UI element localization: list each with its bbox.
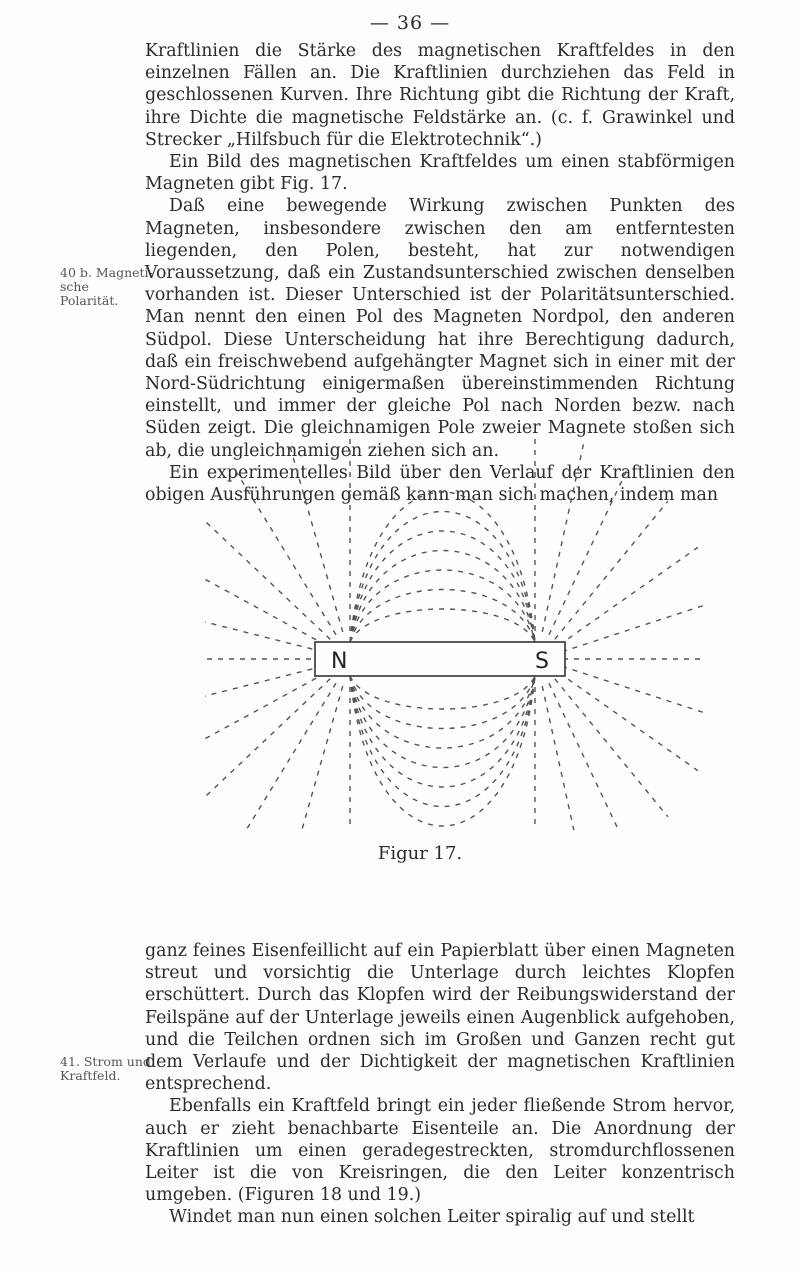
- paragraph: Kraftlinien die Stärke des magnetischen Kraftfeldes in den einzelnen Fällen an. Die Kraftlinien durchziehen das Feld in geschlossenen Kurven. Ihre Richtung gibt die Richtung der Kraft, ihre Dichte die magnetische Feldstärke an. (c. f. Grawinkel und Strecker „Hilfsbuch für die Elektrotechnik“.): [145, 41, 735, 150]
- bar-magnet: [315, 642, 565, 676]
- field-line: [350, 676, 535, 787]
- paragraph: ganz feines Eisenfeillicht auf ein Papierblatt über einen Magneten streut und vorsichtig die Unterlage durch leichtes Klopfen erschüttert. Durch das Klopfen wird der Reibungswiderstand der Feilspäne auf der Unterlage jeweils einen Augenblick aufgehoben, und die Teilchen ordnen sich im Großen und Ganzen recht gut dem Verlaufe und der Dichtigkeit der magnetischen Kraftlinien entsprechend.: [145, 941, 735, 1095]
- north-pole-label: N: [331, 649, 348, 674]
- margin-note-line: 40 b. Magneti-: [60, 265, 153, 280]
- field-line: [350, 531, 535, 642]
- text-block-bottom: [145, 940, 735, 1229]
- field-line: [350, 609, 535, 642]
- field-line: [350, 676, 535, 729]
- field-line: [350, 676, 535, 768]
- south-pole-label: S: [535, 649, 549, 674]
- field-line: [555, 501, 668, 639]
- margin-note-line: 41. Strom und: [60, 1054, 151, 1069]
- field-line: [562, 666, 705, 717]
- field-line: [555, 679, 668, 817]
- field-line: [549, 466, 629, 635]
- field-line: [562, 601, 705, 652]
- margin-note-line: sche: [60, 279, 89, 294]
- field-line: [350, 590, 535, 643]
- margin-note-line: Polarität.: [60, 293, 119, 308]
- paragraph: Windet man nun einen solchen Leiter spiralig auf und stellt: [169, 1207, 695, 1228]
- page-number: — 36 —: [369, 12, 451, 34]
- figure-magnetic-field: [205, 420, 705, 830]
- field-line: [205, 601, 323, 652]
- field-lines: [205, 436, 705, 830]
- paragraph: Ebenfalls ein Kraftfeld bringt ein jeder fließende Strom hervor, auch er zieht benachbarte Eisenteile an. Die Anordnung der Kraftlinien um einen geradegestreckten, stromdurchflossenen Leiter ist die von Kreisringen, die den Leiter konzentrisch umgeben. (Figuren 18 und 19.): [145, 1096, 735, 1206]
- field-line: [289, 443, 343, 632]
- margin-note-line: Kraftfeld.: [60, 1068, 121, 1083]
- paragraph: Daß eine bewegende Wirkung zwischen Punkten des Magneten, insbesondere zwischen den am entferntesten liegenden, den Polen, besteht, hat zur notwendigen Voraussetzung, daß ein Zustandsunterschied zwischen denselben vorhanden ist. Dieser Unterschied ist der Polaritätsunterschied. Man nennt den einen Pol des Magneten Nordpol, den anderen Südpol. Diese Unterscheidung hat ihre Berechtigung dadurch, daß ein freischwebend aufgehängter Magnet sich in einer mit der Nord-Südrichtung einigermaßen übereinstimmenden Richtung einstellt, und immer der gleiche Pol nach Norden bezw. nach Süden zeigt. Die gleichnamigen Pole zweier Magnete stoßen sich ab, die ungleichnamigen ziehen sich an.: [145, 196, 735, 461]
- paragraph: Ein experimentelles Bild über den Verlauf der Kraftlinien den obigen Ausführungen gemäß kann man sich machen, indem man: [145, 462, 735, 506]
- paragraph: Ein Bild des magnetischen Kraftfeldes um einen stabförmigen Magneten gibt Fig. 17.: [145, 152, 735, 195]
- figure-caption: Figur 17.: [377, 843, 463, 864]
- field-line: [350, 676, 535, 709]
- field-line: [350, 551, 535, 643]
- field-line: [289, 686, 343, 830]
- magnet-body: [315, 642, 565, 676]
- field-line: [205, 673, 326, 771]
- field-line: [542, 686, 583, 830]
- field-line: [205, 666, 323, 717]
- field-lines-diagram: [205, 420, 705, 830]
- field-line: [205, 547, 326, 645]
- field-line: [233, 466, 337, 635]
- field-line: [549, 683, 629, 830]
